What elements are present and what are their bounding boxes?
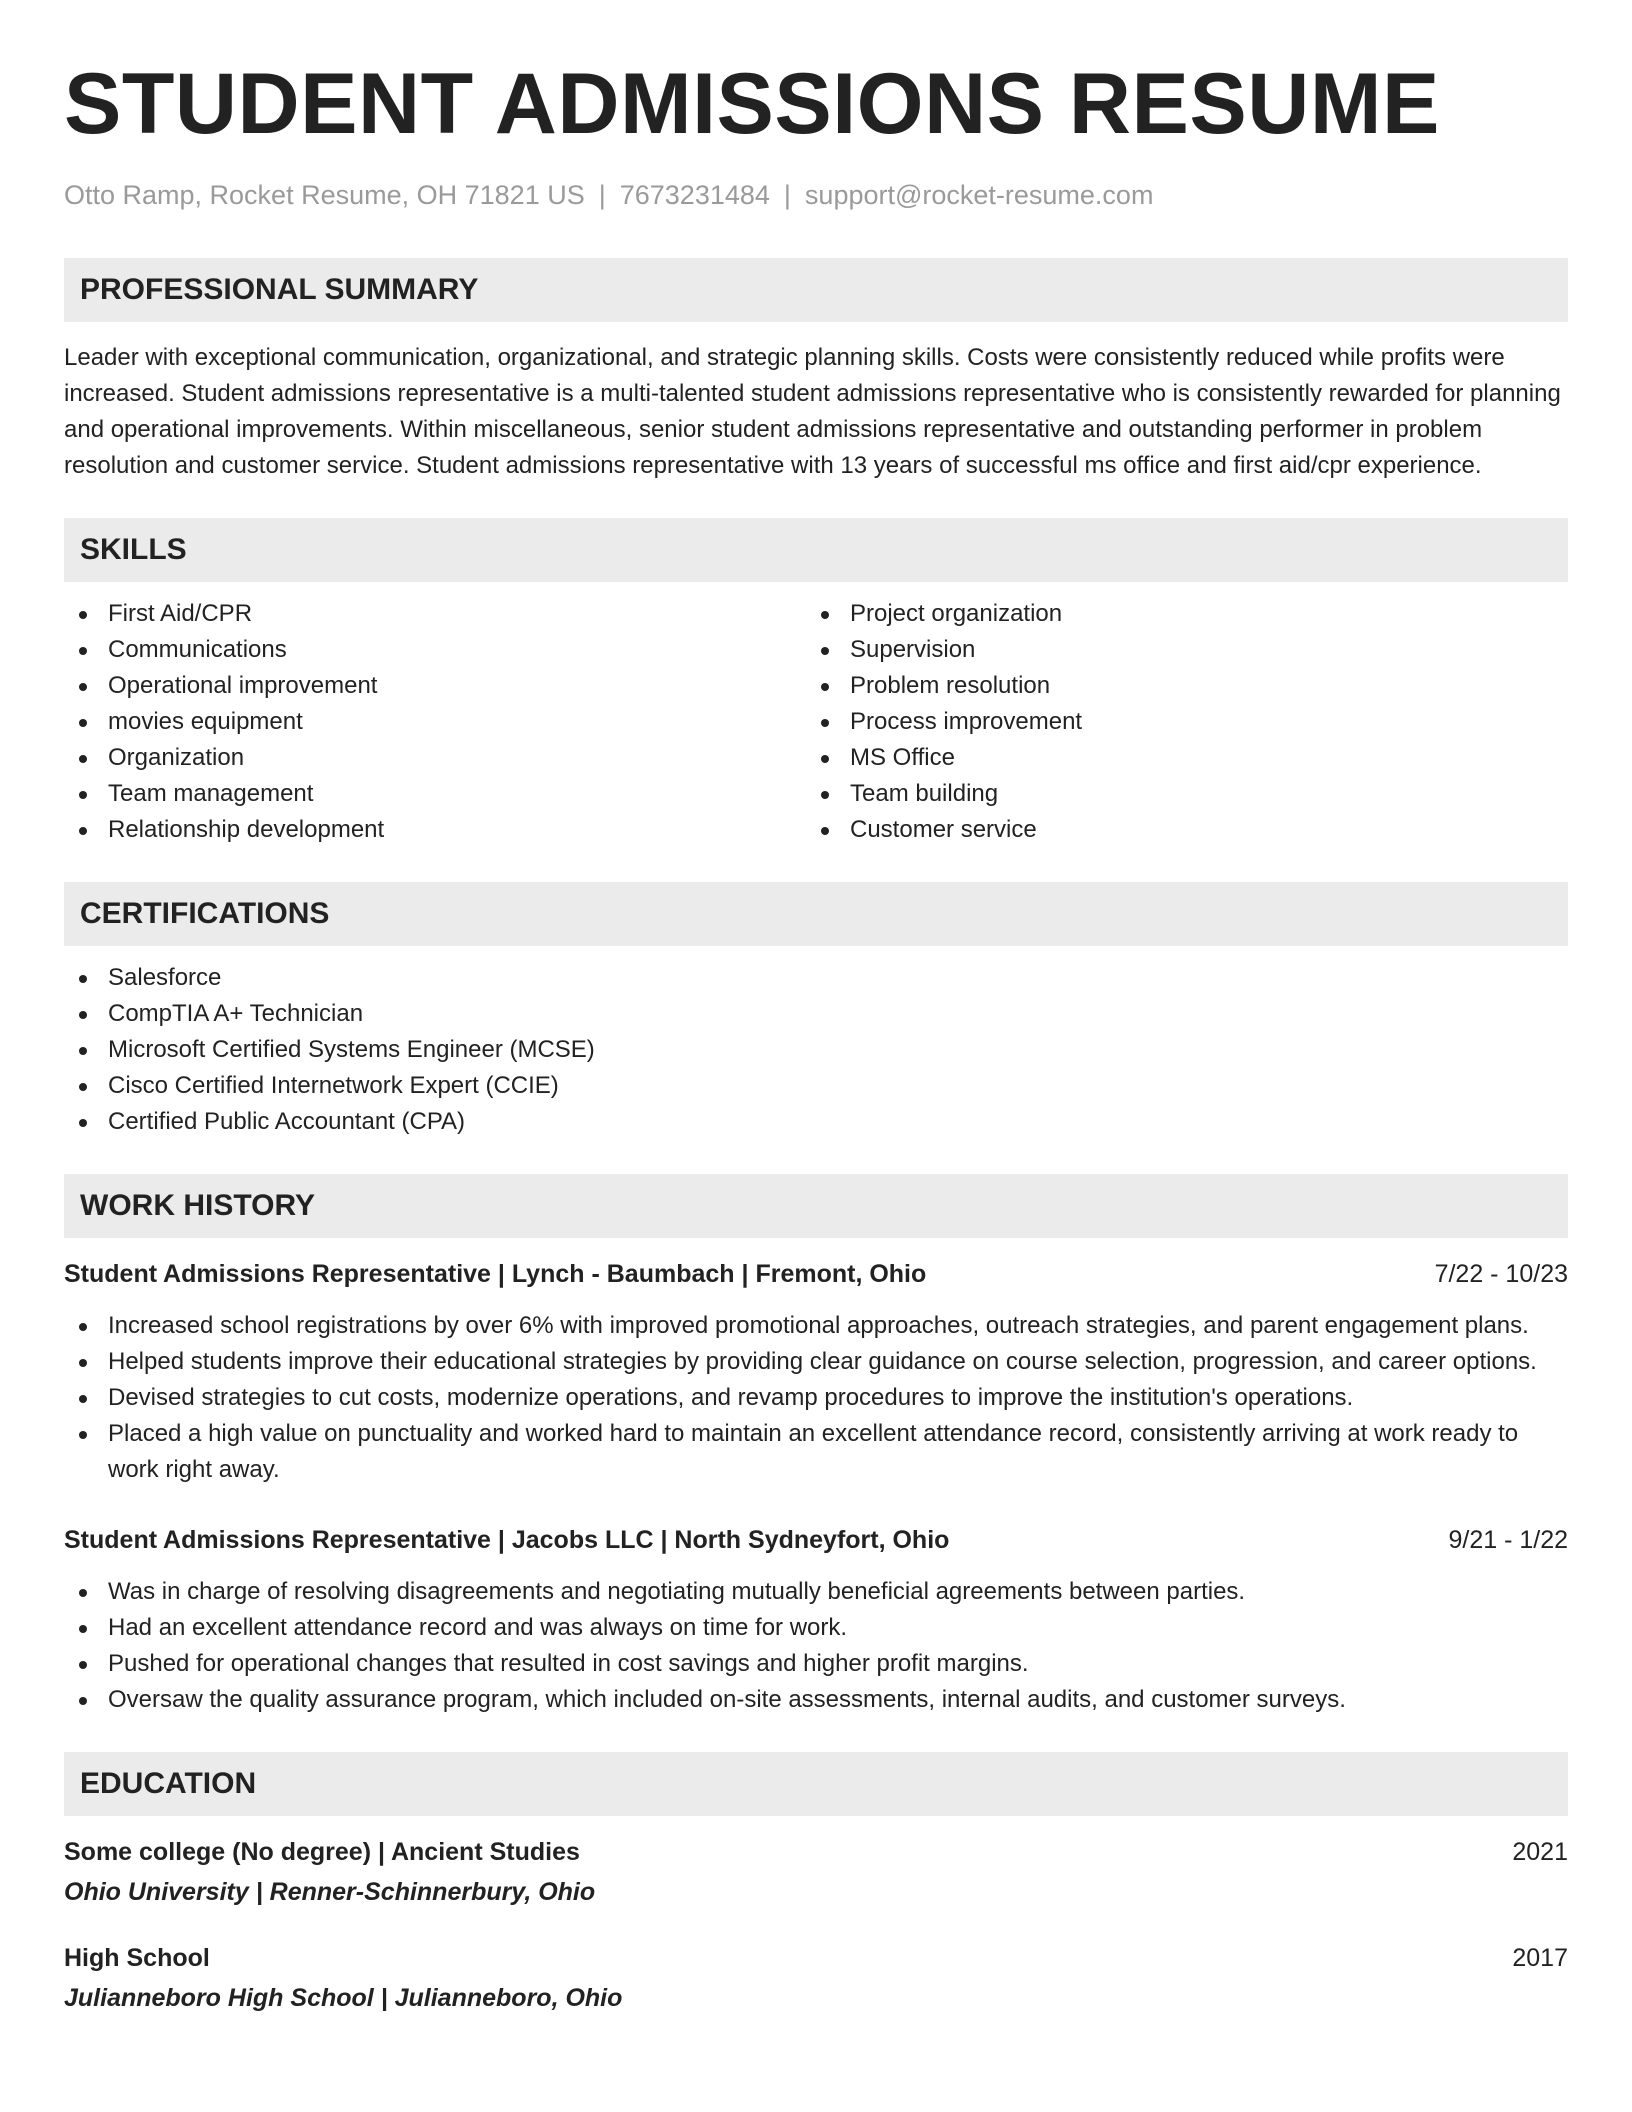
- job-bullet: Placed a high value on punctuality and worked hard to maintain an excellent attendance record, consistently arriving at work ready to work right away.: [64, 1416, 1568, 1488]
- job-title: Student Admissions Representative | Lynch - Baumbach | Fremont, Ohio: [64, 1260, 927, 1288]
- job-bullet: Had an excellent attendance record and was always on time for work.: [64, 1610, 1568, 1646]
- section-heading-skills: SKILLS: [64, 518, 1568, 582]
- resume-title: STUDENT ADMISSIONS RESUME: [64, 56, 1440, 152]
- job-header: [64, 1256, 1568, 1292]
- skill-item: movies equipment: [64, 704, 806, 740]
- job-bullet: Devised strategies to cut costs, modernize operations, and revamp procedures to improve the institution's operations.: [64, 1380, 1568, 1416]
- education-header: [64, 1940, 1568, 1976]
- education-year: 2021: [1512, 1838, 1568, 1866]
- certification-item: Salesforce: [64, 960, 1568, 996]
- certifications-list: [64, 960, 1568, 1140]
- certification-item: Certified Public Accountant (CPA): [64, 1104, 1568, 1140]
- education-school: Julianneboro High School | Julianneboro, Ohio: [64, 1984, 623, 2012]
- resume-page: [64, 0, 1568, 2016]
- section-heading-work-history: WORK HISTORY: [64, 1174, 1568, 1238]
- skill-item: Team management: [64, 776, 806, 812]
- job-bullet: Oversaw the quality assurance program, which included on-site assessments, internal audits, and customer surveys.: [64, 1682, 1568, 1718]
- education-school: Ohio University | Renner-Schinnerbury, Ohio: [64, 1878, 596, 1906]
- contact-address: Otto Ramp, Rocket Resume, OH 71821 US: [64, 180, 585, 210]
- section-heading-certifications: CERTIFICATIONS: [64, 882, 1568, 946]
- skills-list-left: [64, 596, 806, 848]
- certifications-section: [64, 882, 1568, 1140]
- job-header: [64, 1522, 1568, 1558]
- skill-item: Operational improvement: [64, 668, 806, 704]
- job-bullet: Pushed for operational changes that resulted in cost savings and higher profit margins.: [64, 1646, 1568, 1682]
- skill-item: Organization: [64, 740, 806, 776]
- skill-item: Project organization: [806, 596, 1548, 632]
- contact-phone: 7673231484: [619, 180, 770, 210]
- skills-list-right: [806, 596, 1548, 848]
- skill-item: Team building: [806, 776, 1548, 812]
- professional-summary-section: [64, 258, 1568, 484]
- job-entry: [64, 1522, 1568, 1718]
- contact-email: support@rocket-resume.com: [804, 180, 1154, 210]
- contact-separator: |: [783, 180, 791, 210]
- skill-item: Customer service: [806, 812, 1548, 848]
- job-bullet: Was in charge of resolving disagreements and negotiating mutually beneficial agreements between parties.: [64, 1574, 1568, 1610]
- skills-section: [64, 518, 1568, 848]
- work-history-section: [64, 1174, 1568, 1718]
- education-header: [64, 1834, 1568, 1870]
- skill-item: First Aid/CPR: [64, 596, 806, 632]
- certification-item: Microsoft Certified Systems Engineer (MCSE): [64, 1032, 1568, 1068]
- education-year: 2017: [1512, 1944, 1568, 1972]
- contact-line: [64, 178, 1568, 212]
- skills-grid: [64, 596, 1568, 848]
- skill-item: Supervision: [806, 632, 1548, 668]
- certification-item: Cisco Certified Internetwork Expert (CCIE): [64, 1068, 1568, 1104]
- section-heading-summary: PROFESSIONAL SUMMARY: [64, 258, 1568, 322]
- education-degree: High School: [64, 1944, 210, 1972]
- skill-item: Problem resolution: [806, 668, 1548, 704]
- skill-item: Relationship development: [64, 812, 806, 848]
- job-title: Student Admissions Representative | Jacobs LLC | North Sydneyfort, Ohio: [64, 1526, 950, 1554]
- contact-separator: |: [598, 180, 606, 210]
- certification-item: CompTIA A+ Technician: [64, 996, 1568, 1032]
- job-bullets: [64, 1574, 1568, 1718]
- skill-item: Communications: [64, 632, 806, 668]
- summary-text: Leader with exceptional communication, organizational, and strategic planning skills. Costs were consistently reduced while profits were increased. Student admissions representative is a multi-talented student admissions representative who is consistently rewarded for planning and operational improvements. Within miscellaneous, senior student admissions representative and outstanding performer in problem resolution and customer service. Student admissions representative with 13 years of successful ms office and first aid/cpr experience.: [64, 344, 1561, 479]
- job-dates: 7/22 - 10/23: [1434, 1260, 1568, 1288]
- education-section: [64, 1752, 1568, 2016]
- job-bullet: Helped students improve their educational strategies by providing clear guidance on course selection, progression, and career options.: [64, 1344, 1568, 1380]
- education-entry: [64, 1834, 1568, 1910]
- job-bullet: Increased school registrations by over 6% with improved promotional approaches, outreach strategies, and parent engagement plans.: [64, 1308, 1568, 1344]
- education-entry: [64, 1940, 1568, 2016]
- section-heading-education: EDUCATION: [64, 1752, 1568, 1816]
- education-degree: Some college (No degree) | Ancient Studies: [64, 1838, 580, 1866]
- skill-item: MS Office: [806, 740, 1548, 776]
- job-bullets: [64, 1308, 1568, 1488]
- skill-item: Process improvement: [806, 704, 1548, 740]
- job-entry: [64, 1256, 1568, 1488]
- job-dates: 9/21 - 1/22: [1448, 1526, 1568, 1554]
